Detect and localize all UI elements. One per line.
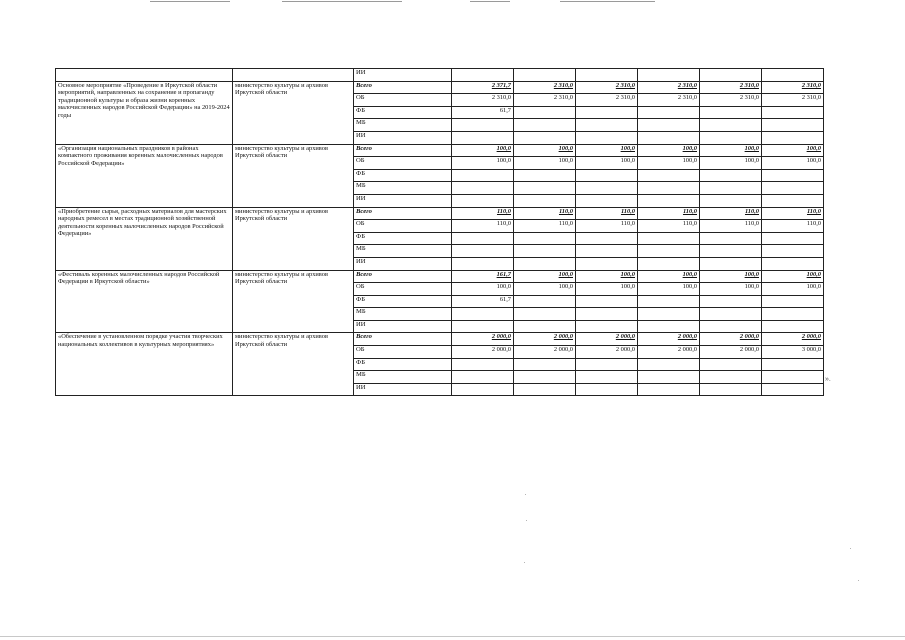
executor-name: министерство культуры и архивов Иркутской области — [233, 81, 354, 144]
table-row — [56, 333, 824, 346]
amount-cell — [638, 119, 700, 132]
funding-source-label: МБ — [354, 119, 452, 132]
amount-cell: 2 000,0 — [514, 333, 576, 346]
table-row — [56, 270, 824, 283]
scan-artifact-line — [560, 1, 655, 2]
amount-cell — [452, 119, 514, 132]
amount-cell — [638, 194, 700, 207]
amount-cell: 100,0 — [452, 144, 514, 157]
amount-cell: 61,7 — [452, 106, 514, 119]
amount-cell — [452, 232, 514, 245]
amount-cell: 2 310,0 — [514, 81, 576, 94]
scan-artifact-line — [0, 636, 905, 637]
amount-cell — [576, 106, 638, 119]
amount-cell — [700, 371, 762, 384]
amount-cell: 100,0 — [700, 144, 762, 157]
amount-cell — [514, 169, 576, 182]
amount-cell — [514, 245, 576, 258]
scan-artifact-line — [150, 1, 230, 2]
table-cell — [762, 69, 824, 82]
amount-cell — [514, 358, 576, 371]
funding-source-label: МБ — [354, 308, 452, 321]
amount-cell: 100,0 — [576, 144, 638, 157]
amount-cell: 100,0 — [452, 283, 514, 296]
funding-source-label: ИИ — [354, 257, 452, 270]
scan-speck — [858, 580, 859, 581]
amount-cell — [700, 106, 762, 119]
amount-cell: 110,0 — [514, 220, 576, 233]
amount-cell: 2 000,0 — [576, 346, 638, 359]
amount-cell: 2 000,0 — [576, 333, 638, 346]
table-row — [56, 207, 824, 220]
amount-cell: 110,0 — [576, 207, 638, 220]
amount-cell — [762, 232, 824, 245]
amount-cell — [700, 358, 762, 371]
amount-cell: 110,0 — [452, 207, 514, 220]
table-row — [56, 81, 824, 94]
amount-cell — [700, 182, 762, 195]
amount-cell: 2 310,0 — [514, 94, 576, 107]
amount-cell — [576, 119, 638, 132]
funding-source-label: ФБ — [354, 169, 452, 182]
amount-cell — [576, 358, 638, 371]
amount-cell: 2 310,0 — [762, 94, 824, 107]
amount-cell — [638, 245, 700, 258]
amount-cell — [638, 358, 700, 371]
amount-cell — [638, 131, 700, 144]
edge-mark: ». — [825, 376, 831, 383]
amount-cell — [638, 169, 700, 182]
funding-source-label: ИИ — [354, 69, 452, 82]
amount-cell — [514, 131, 576, 144]
funding-source-label: Всего — [354, 270, 452, 283]
amount-cell — [762, 119, 824, 132]
amount-cell — [576, 257, 638, 270]
amount-cell: 100,0 — [638, 157, 700, 170]
amount-cell: 2 000,0 — [452, 346, 514, 359]
funding-source-label: ОБ — [354, 346, 452, 359]
funding-source-label: ИИ — [354, 383, 452, 396]
amount-cell: 2 000,0 — [762, 333, 824, 346]
amount-cell — [638, 106, 700, 119]
funding-source-label: МБ — [354, 371, 452, 384]
amount-cell — [452, 383, 514, 396]
amount-cell — [762, 169, 824, 182]
scan-speck — [525, 494, 526, 495]
funding-source-label: ИИ — [354, 131, 452, 144]
funding-source-label: ФБ — [354, 295, 452, 308]
funding-source-label: ИИ — [354, 320, 452, 333]
amount-cell: 100,0 — [514, 157, 576, 170]
table-cell — [56, 69, 233, 82]
amount-cell: 100,0 — [762, 270, 824, 283]
amount-cell — [700, 131, 762, 144]
amount-cell: 100,0 — [762, 157, 824, 170]
table-cell — [700, 69, 762, 82]
amount-cell: 2 310,0 — [700, 81, 762, 94]
amount-cell — [700, 119, 762, 132]
amount-cell — [452, 169, 514, 182]
funding-source-label: ФБ — [354, 232, 452, 245]
funding-source-label: ФБ — [354, 106, 452, 119]
amount-cell: 110,0 — [452, 220, 514, 233]
amount-cell: 2 000,0 — [638, 346, 700, 359]
amount-cell: 100,0 — [514, 270, 576, 283]
amount-cell — [576, 295, 638, 308]
amount-cell — [700, 232, 762, 245]
amount-cell: 100,0 — [638, 270, 700, 283]
amount-cell: 100,0 — [762, 283, 824, 296]
funding-source-label: Всего — [354, 81, 452, 94]
funding-source-label: ОБ — [354, 94, 452, 107]
amount-cell — [638, 383, 700, 396]
amount-cell — [576, 232, 638, 245]
table-cell — [452, 69, 514, 82]
amount-cell: 2 310,0 — [638, 81, 700, 94]
executor-name: министерство культуры и архивов Иркутской области — [233, 144, 354, 207]
amount-cell: 2 310,0 — [638, 94, 700, 107]
scan-speck — [524, 562, 525, 563]
amount-cell: 110,0 — [700, 220, 762, 233]
amount-cell: 110,0 — [700, 207, 762, 220]
amount-cell — [514, 106, 576, 119]
amount-cell — [452, 371, 514, 384]
executor-name: министерство культуры и архивов Иркутской области — [233, 333, 354, 396]
amount-cell — [514, 194, 576, 207]
amount-cell: 2 310,0 — [700, 94, 762, 107]
amount-cell — [638, 295, 700, 308]
amount-cell — [514, 295, 576, 308]
amount-cell: 100,0 — [638, 144, 700, 157]
table-row — [56, 144, 824, 157]
amount-cell — [638, 257, 700, 270]
amount-cell: 2 000,0 — [638, 333, 700, 346]
amount-cell — [700, 308, 762, 321]
scan-artifact-line — [470, 1, 510, 2]
amount-cell: 100,0 — [700, 283, 762, 296]
funding-source-label: Всего — [354, 144, 452, 157]
scan-artifact-line — [282, 1, 402, 2]
amount-cell — [762, 295, 824, 308]
amount-cell: 100,0 — [638, 283, 700, 296]
amount-cell: 2 310,0 — [452, 94, 514, 107]
amount-cell — [700, 245, 762, 258]
activity-name: «Приобретение сырья, расходных материалов для мастерских народных ремесел в местах традиционной хозяйственной деятельности коренных малочисленных народов Российской Федерации» — [56, 207, 233, 270]
amount-cell — [514, 383, 576, 396]
amount-cell — [638, 320, 700, 333]
amount-cell — [700, 169, 762, 182]
table-cell — [638, 69, 700, 82]
amount-cell — [762, 106, 824, 119]
amount-cell — [576, 194, 638, 207]
activity-name: «Обеспечение в установленном порядке участия творческих национальных коллективов в культурных мероприятиях» — [56, 333, 233, 396]
amount-cell — [514, 257, 576, 270]
activity-name: «Организация национальных праздников в районах компактного проживания коренных малочисленных народов Российской Федерации» — [56, 144, 233, 207]
amount-cell — [452, 308, 514, 321]
amount-cell: 2 310,0 — [576, 81, 638, 94]
amount-cell: 2 000,0 — [452, 333, 514, 346]
amount-cell — [638, 232, 700, 245]
amount-cell — [514, 182, 576, 195]
amount-cell — [700, 257, 762, 270]
amount-cell — [576, 371, 638, 384]
budget-table — [55, 68, 824, 396]
amount-cell — [514, 232, 576, 245]
amount-cell: 2 000,0 — [700, 333, 762, 346]
amount-cell: 2 000,0 — [514, 346, 576, 359]
table-row — [56, 69, 824, 82]
funding-source-label: ОБ — [354, 220, 452, 233]
amount-cell — [638, 182, 700, 195]
budget-table-body — [56, 69, 824, 396]
amount-cell: 100,0 — [700, 270, 762, 283]
amount-cell — [762, 194, 824, 207]
amount-cell — [514, 320, 576, 333]
amount-cell — [762, 308, 824, 321]
amount-cell: 110,0 — [762, 220, 824, 233]
amount-cell — [700, 383, 762, 396]
activity-name: Основное мероприятие «Проведение в Иркутской области мероприятий, направленных на сохранение и пропаганду традиционной культуры и образа жизни коренных малочисленных народов Российской Федерации» на 2019-2024 годы — [56, 81, 233, 144]
amount-cell: 3 000,0 — [762, 346, 824, 359]
amount-cell: 110,0 — [762, 207, 824, 220]
amount-cell — [452, 194, 514, 207]
amount-cell: 100,0 — [576, 157, 638, 170]
activity-name: «Фестиваль коренных малочисленных народов Российской Федерации в Иркутской области» — [56, 270, 233, 333]
amount-cell — [576, 308, 638, 321]
amount-cell — [452, 358, 514, 371]
amount-cell — [514, 308, 576, 321]
amount-cell: 2 000,0 — [700, 346, 762, 359]
amount-cell — [452, 245, 514, 258]
funding-source-label: ИИ — [354, 194, 452, 207]
amount-cell: 100,0 — [576, 283, 638, 296]
amount-cell — [762, 320, 824, 333]
amount-cell — [576, 245, 638, 258]
amount-cell — [638, 308, 700, 321]
funding-source-label: ОБ — [354, 157, 452, 170]
amount-cell: 100,0 — [700, 157, 762, 170]
amount-cell — [514, 371, 576, 384]
table-cell — [514, 69, 576, 82]
funding-source-label: Всего — [354, 333, 452, 346]
amount-cell — [514, 119, 576, 132]
scan-speck — [526, 520, 527, 521]
executor-name: министерство культуры и архивов Иркутской области — [233, 207, 354, 270]
funding-source-label: Всего — [354, 207, 452, 220]
amount-cell: 110,0 — [576, 220, 638, 233]
amount-cell — [576, 169, 638, 182]
amount-cell — [452, 320, 514, 333]
funding-source-label: МБ — [354, 182, 452, 195]
amount-cell — [762, 371, 824, 384]
executor-name: министерство культуры и архивов Иркутской области — [233, 270, 354, 333]
funding-source-label: МБ — [354, 245, 452, 258]
scan-speck — [850, 548, 851, 549]
amount-cell — [638, 371, 700, 384]
amount-cell — [762, 383, 824, 396]
amount-cell: 2 371,7 — [452, 81, 514, 94]
amount-cell — [576, 131, 638, 144]
amount-cell — [762, 257, 824, 270]
amount-cell — [452, 131, 514, 144]
amount-cell — [576, 182, 638, 195]
amount-cell — [700, 320, 762, 333]
funding-source-label: ОБ — [354, 283, 452, 296]
amount-cell — [762, 182, 824, 195]
amount-cell: 2 310,0 — [762, 81, 824, 94]
amount-cell: 100,0 — [514, 283, 576, 296]
amount-cell — [762, 131, 824, 144]
amount-cell: 100,0 — [762, 144, 824, 157]
amount-cell — [576, 320, 638, 333]
amount-cell: 110,0 — [638, 220, 700, 233]
funding-source-label: ФБ — [354, 358, 452, 371]
amount-cell — [452, 257, 514, 270]
amount-cell: 110,0 — [514, 207, 576, 220]
amount-cell: 61,7 — [452, 295, 514, 308]
amount-cell: 100,0 — [576, 270, 638, 283]
amount-cell: 161,7 — [452, 270, 514, 283]
amount-cell — [700, 194, 762, 207]
amount-cell — [576, 383, 638, 396]
amount-cell — [452, 182, 514, 195]
amount-cell: 110,0 — [638, 207, 700, 220]
amount-cell — [762, 358, 824, 371]
amount-cell: 2 310,0 — [576, 94, 638, 107]
table-cell — [576, 69, 638, 82]
amount-cell — [700, 295, 762, 308]
amount-cell — [762, 245, 824, 258]
amount-cell: 100,0 — [452, 157, 514, 170]
amount-cell: 100,0 — [514, 144, 576, 157]
table-cell — [233, 69, 354, 82]
